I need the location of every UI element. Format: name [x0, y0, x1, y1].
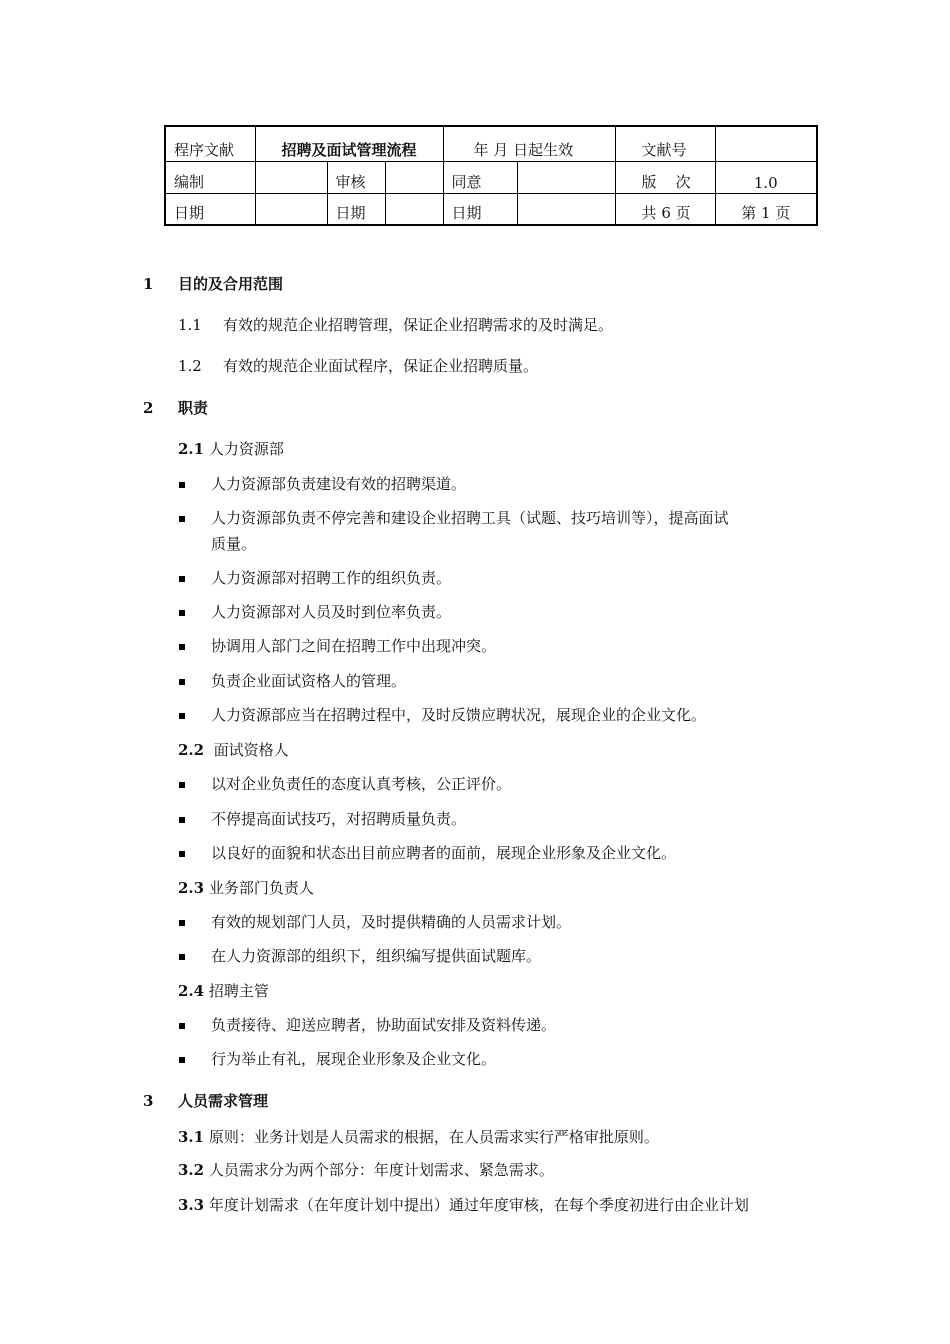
section-2-number: 2: [143, 399, 154, 417]
list-item: 在人力资源部的组织下，组织编写提供面试题库。: [211, 947, 542, 965]
date-label-1: 日期: [165, 194, 255, 226]
list-item: 人力资源部对人员及时到位率负责。: [211, 603, 452, 621]
doc-number-value: [715, 126, 817, 162]
item-3-3: 3.3 年度计划需求（在年度计划中提出）通过年度审核，在每个季度初进行由企业计划: [178, 1196, 749, 1214]
section-1-number: 1: [143, 275, 154, 293]
list-item: 以对企业负责任的态度认真考核，公正评价。: [211, 775, 512, 793]
doc-title: 招聘及面试管理流程: [255, 126, 443, 162]
subsection-2-1: 2.1 人力资源部: [178, 440, 284, 458]
bullet-icon: [179, 920, 185, 926]
section-1-title: 目的及合用范围: [178, 275, 284, 293]
list-item: 不停提高面试技巧，对招聘质量负责。: [211, 810, 467, 828]
bullet-icon: [179, 782, 185, 788]
document-header-table: [164, 125, 818, 226]
bullet-icon: [179, 1023, 185, 1029]
date-label-2: 日期: [327, 194, 385, 226]
section-3-title: 人员需求管理: [178, 1092, 269, 1110]
bullet-icon: [179, 1057, 185, 1063]
current-page: 第 1 页: [715, 194, 817, 226]
date-value-3: [517, 194, 615, 226]
list-item: 以良好的面貌和状态出目前应聘者的面前，展现企业形象及企业文化。: [211, 844, 677, 862]
bullet-icon: [179, 713, 185, 719]
doc-number-label: 文献号: [615, 126, 715, 162]
list-item: 有效的规划部门人员，及时提供精确的人员需求计划。: [211, 913, 572, 931]
section-3-number: 3: [143, 1092, 154, 1110]
doc-type-label: 程序文献: [165, 126, 255, 162]
bullet-icon: [179, 644, 185, 650]
list-item: 人力资源部负责建设有效的招聘渠道。: [211, 475, 467, 493]
date-value-2: [385, 194, 443, 226]
bullet-icon: [179, 516, 185, 522]
bullet-icon: [179, 482, 185, 488]
reviewed-by-label: 审核: [327, 162, 385, 194]
prepared-by-label: 编制: [165, 162, 255, 194]
item-3-1: 3.1 原则：业务计划是人员需求的根据，在人员需求实行严格审批原则。: [178, 1128, 659, 1146]
bullet-icon: [179, 817, 185, 823]
total-pages: 共 6 页: [615, 194, 715, 226]
bullet-icon: [179, 576, 185, 582]
section-2-title: 职责: [178, 399, 209, 417]
subsection-2-2: 2.2 面试资格人: [178, 741, 289, 759]
item-1-2-number: 1.2: [178, 357, 202, 375]
item-3-2: 3.2 人员需求分为两个部分：年度计划需求、紧急需求。: [178, 1161, 554, 1179]
bullet-icon: [179, 610, 185, 616]
subsection-2-3: 2.3 业务部门负责人: [178, 879, 314, 897]
version-label: 版 次: [615, 162, 715, 194]
list-item-continuation: 质量。: [211, 535, 257, 553]
approved-by-label: 同意: [443, 162, 517, 194]
reviewed-by-value: [385, 162, 443, 194]
list-item: 人力资源部负责不停完善和建设企业招聘工具（试题、技巧培训等），提高面试: [211, 509, 729, 527]
bullet-icon: [179, 954, 185, 960]
subsection-2-4: 2.4 招聘主管: [178, 982, 269, 1000]
approved-by-value: [517, 162, 615, 194]
date-value-1: [255, 194, 327, 226]
bullet-icon: [179, 851, 185, 857]
date-label-3: 日期: [443, 194, 517, 226]
list-item: 行为举止有礼，展现企业形象及企业文化。: [211, 1050, 497, 1068]
list-item: 协调用人部门之间在招聘工作中出现冲突。: [211, 637, 497, 655]
item-1-2-text: 有效的规范企业面试程序，保证企业招聘质量。: [223, 357, 539, 375]
bullet-icon: [179, 679, 185, 685]
list-item: 负责接待、迎送应聘者，协助面试安排及资料传递。: [211, 1016, 557, 1034]
list-item: 负责企业面试资格人的管理。: [211, 672, 407, 690]
version-value: 1.0: [715, 162, 817, 194]
prepared-by-value: [255, 162, 327, 194]
list-item: 人力资源部应当在招聘过程中，及时反馈应聘状况，展现企业的企业文化。: [211, 706, 707, 724]
list-item: 人力资源部对招聘工作的组织负责。: [211, 569, 452, 587]
item-1-1-text: 有效的规范企业招聘管理，保证企业招聘需求的及时满足。: [223, 316, 614, 334]
item-1-1-number: 1.1: [178, 316, 202, 334]
effective-date: 年 月 日起生效: [443, 126, 615, 162]
